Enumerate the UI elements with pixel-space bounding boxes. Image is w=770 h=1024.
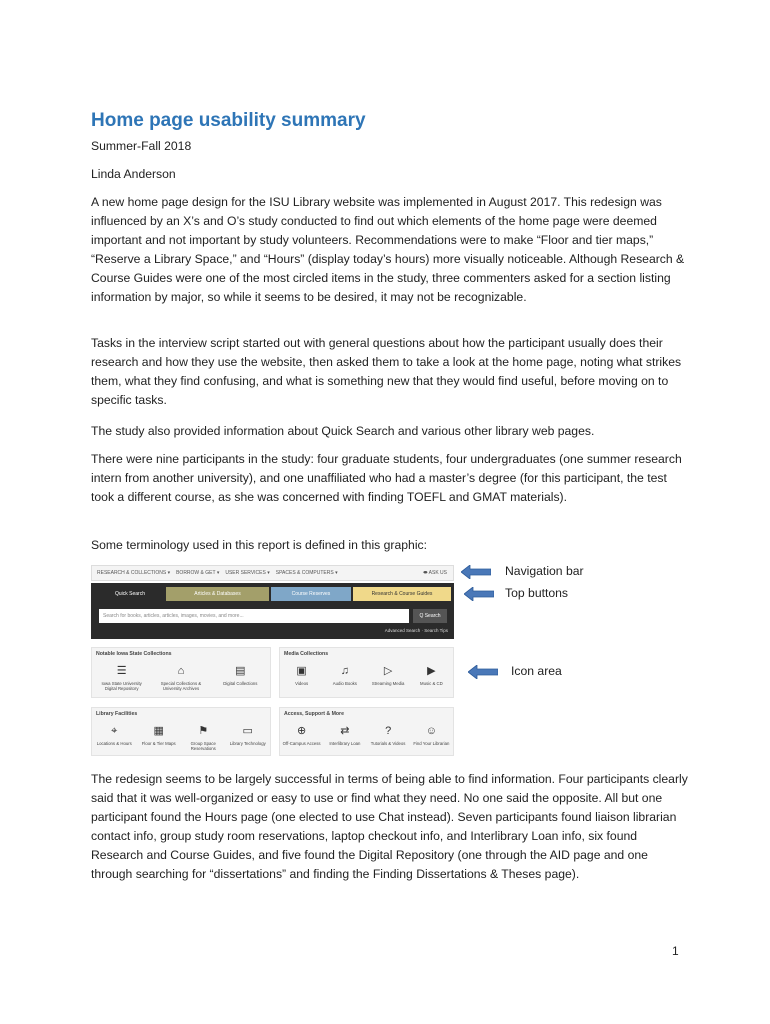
top-button-research-guides[interactable]: Research & Course Guides — [353, 587, 451, 601]
icon-item[interactable] — [280, 724, 323, 746]
icon-item[interactable] — [181, 724, 226, 751]
nav-item[interactable]: RESEARCH & COLLECTIONS ▾ — [97, 570, 171, 576]
label-top-buttons: Top buttons — [505, 586, 569, 600]
icon-label: Digital Collections — [223, 681, 258, 686]
left-arrow-icon — [461, 565, 491, 579]
box-title: Media Collections — [284, 651, 329, 657]
map-icon: ▦ — [153, 725, 164, 737]
icon-label: Off-Campus Access — [282, 741, 321, 746]
box-title: Library Facilities — [96, 711, 138, 717]
icon-label: Library Technology — [229, 741, 266, 746]
location-icon: ⌖ — [111, 725, 118, 737]
top-button-quick-search[interactable]: Quick Search — [95, 587, 165, 601]
video-icon: ▣ — [296, 665, 307, 677]
document-author: Linda Anderson — [91, 167, 176, 181]
icon-item[interactable] — [211, 664, 270, 691]
icon-label: Interlibrary Loan — [329, 741, 361, 746]
nav-item[interactable]: USER SERVICES ▾ — [225, 570, 270, 576]
search-panel — [91, 583, 454, 639]
icon-item[interactable] — [92, 664, 151, 691]
icon-item[interactable] — [226, 724, 271, 751]
music-icon: ▶ — [427, 665, 436, 677]
icon-label: Audio Books — [332, 681, 357, 686]
top-button-course-reserves[interactable]: Course Reserves — [271, 587, 351, 601]
group-space-icon: ⚑ — [198, 725, 209, 737]
box-title: Notable Iowa State Collections — [96, 651, 172, 657]
icon-item[interactable] — [323, 664, 366, 686]
streaming-icon: ▷ — [383, 665, 393, 677]
icon-label: Find Your Librarian — [413, 741, 450, 746]
icon-item[interactable] — [410, 664, 453, 686]
media-box — [279, 647, 454, 698]
facilities-box — [91, 707, 271, 756]
paragraph-terminology: Some terminology used in this report is defined in this graphic: — [91, 538, 428, 552]
icon-item[interactable] — [367, 664, 410, 686]
interlibrary-loan-icon: ⇄ — [340, 725, 350, 737]
icon-item[interactable] — [137, 724, 182, 751]
page-number: 1 — [672, 944, 679, 958]
icon-item[interactable] — [367, 724, 410, 746]
paragraph-quick-search: The study also provided information about Quick Search and various other library web pages. — [91, 424, 595, 438]
find-librarian-icon: ☺ — [425, 725, 437, 737]
paragraph-results: The redesign seems to be largely successful in terms of being able to find information. Four participants clearly said that it was well-organized or easy to use or find what they need. No one said the opposite. All but one participant found the Hours page (one elected to use Chat instead). Seven participants found liaison librarian contact info, group study room reservations, laptop checkout info, and Interlibrary Loan info, six found Research and Course Guides, and five found the Digital Repository (one through the AID page and one through searching for “dissertations” and finding the Finding Dissertations & Theses page). — [91, 772, 688, 881]
box-title: Access, Support & More — [284, 711, 344, 717]
search-input[interactable]: Search for books, articles, articles, images, movies, and more... — [99, 609, 409, 623]
building-icon: ⌂ — [177, 665, 185, 677]
audio-icon: ♫ — [340, 665, 349, 677]
icon-label: Streaming Media — [371, 681, 405, 686]
icon-label: Group Space Reservations — [190, 741, 216, 751]
nav-bar — [91, 565, 454, 581]
icon-item[interactable] — [92, 724, 137, 751]
advanced-search-link[interactable]: Advanced Search · Search Tips — [384, 628, 448, 633]
collections-box — [91, 647, 271, 698]
icon-item[interactable] — [323, 724, 366, 746]
off-campus-icon: ⊕ — [297, 725, 307, 737]
icon-item[interactable] — [280, 664, 323, 686]
homepage-graphic — [91, 563, 454, 756]
left-arrow-icon — [468, 665, 498, 679]
tutorial-icon: ? — [385, 725, 392, 737]
icon-label: Videos — [295, 681, 309, 686]
icon-item[interactable] — [410, 724, 453, 746]
digital-collections-icon: ▤ — [235, 665, 246, 677]
icon-item[interactable] — [151, 664, 210, 691]
icon-label: Iowa State University Digital Repository — [101, 681, 142, 691]
icon-label: Music & CD — [420, 681, 443, 686]
label-navigation-bar: Navigation bar — [505, 564, 584, 578]
document-subtitle: Summer-Fall 2018 — [91, 139, 192, 153]
label-icon-area: Icon area — [511, 664, 562, 678]
technology-icon: ▭ — [242, 725, 253, 737]
nav-item[interactable]: SPACES & COMPUTERS ▾ — [275, 570, 338, 576]
paragraph-tasks: Tasks in the interview script started out with general questions about how the participant usually does their research and how they use the website, then asked them to take a look at the home page, noting what strikes them, what they find confusing, and what is something new that they would find useful, before moving on to specific tasks. — [91, 336, 682, 407]
paragraph-intro: A new home page design for the ISU Library website was implemented in August 2017. This redesign was influenced by an X’s and O’s study conducted to find out which elements of the home page were deemed important and not important by study volunteers. Recommendations were to make “Floor and tier maps,” “Reserve a Library Space,” and “Hours” (display today’s hours) more visually noticeable. Although Research & Course Guides were one of the most circled items in the study, three commenters asked for a section listing information by major, so while it seems to be desired, it may not be recognizable. — [91, 195, 685, 304]
document-title: Home page usability summary — [91, 110, 366, 131]
paragraph-participants: There were nine participants in the study: four graduate students, four undergraduates (one summer research intern from another university), and one unaffiliated who had a master’s degree (for this participant, the test took a different course, as she was concerned with finding TOEFL and GMAT materials). — [91, 452, 682, 504]
left-arrow-icon — [464, 587, 494, 601]
search-button[interactable]: Q Search — [413, 609, 447, 623]
nav-item[interactable]: BORROW & GET ▾ — [176, 570, 220, 576]
icon-label: Locations & Hours — [96, 741, 132, 746]
repository-icon: ☰ — [116, 665, 127, 677]
icon-label: Floor & Tier Maps — [141, 741, 176, 746]
ask-us-link[interactable]: ⬬ ASK US — [423, 570, 447, 576]
access-box — [279, 707, 454, 756]
icon-label: Special Collections & University Archives — [160, 681, 202, 691]
icon-label: Tutorials & Videos — [370, 741, 406, 746]
top-button-articles[interactable]: Articles & Databases — [166, 587, 269, 601]
